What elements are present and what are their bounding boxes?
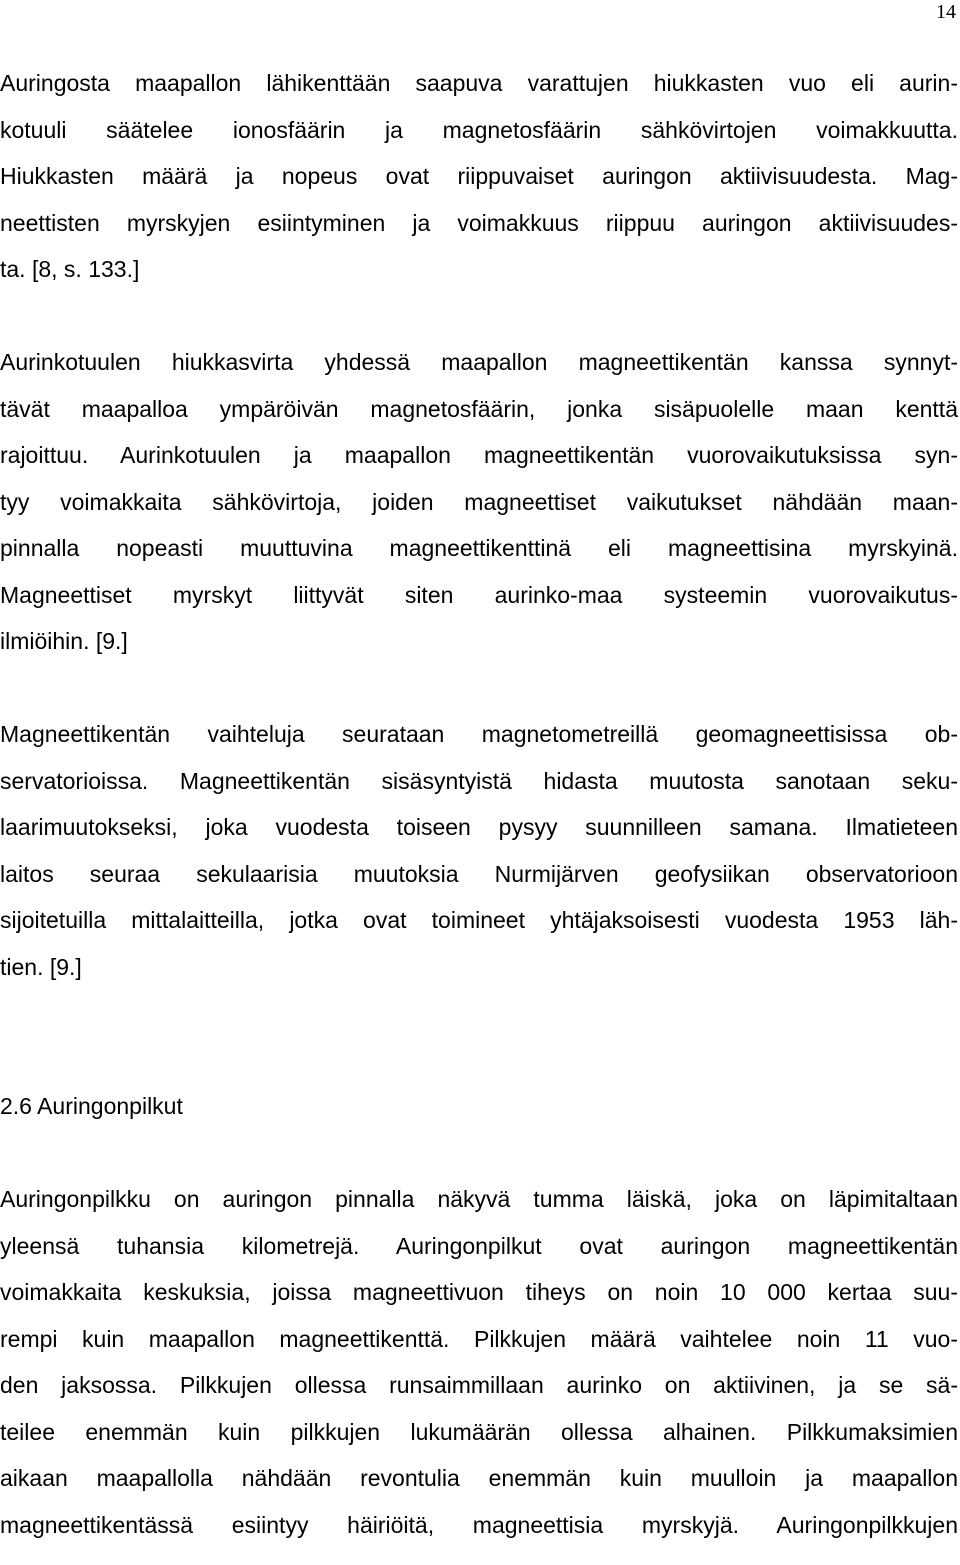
text-line: Auringosta maapallon lähikenttään saapuva varattujen hiukkasten vuo eli aurin- bbox=[0, 70, 958, 96]
text-line: neettisten myrskyjen esiintyminen ja voimakkuus riippuu auringon aktiivisuudes- bbox=[0, 209, 958, 236]
text-line: teilee enemmän kuin pilkkujen lukumäärän ollessa alhainen. Pilkkumaksimien bbox=[0, 1418, 958, 1445]
text-line: Aurinkotuulen hiukkasvirta yhdessä maapallon magneettikentän kanssa synnyt- bbox=[0, 349, 958, 375]
text-line: Magneettiset myrskyt liittyvät siten aurinko-maa systeemin vuorovaikutus- bbox=[0, 581, 958, 608]
text-line: aikaan maapallolla nähdään revontulia enemmän kuin muulloin ja maapallon bbox=[0, 1465, 958, 1491]
section-heading: 2.6 Auringonpilkut bbox=[0, 1093, 183, 1119]
text-line: pinnalla nopeasti muuttuvina magneettikenttinä eli magneettisina myrskyinä. bbox=[0, 535, 958, 561]
text-line: yleensä tuhansia kilometrejä. Auringonpilkut ovat auringon magneettikentän bbox=[0, 1232, 958, 1259]
paragraph-3 bbox=[0, 711, 958, 990]
page-number: 14 bbox=[936, 1, 956, 23]
text-line: ilmiöihin. [9.] bbox=[0, 628, 128, 654]
paragraph-2 bbox=[0, 339, 958, 665]
text-line: ta. [8, s. 133.] bbox=[0, 256, 140, 282]
paragraph-1 bbox=[0, 60, 958, 293]
text-line: sijoitetuilla mittalaitteilla, jotka ovat toimineet yhtäjaksoisesti vuodesta 1953 läh- bbox=[0, 907, 958, 933]
text-line: Auringonpilkku on auringon pinnalla näkyvä tumma läiskä, joka on läpimitaltaan bbox=[0, 1186, 958, 1212]
text-line: den jaksossa. Pilkkujen ollessa runsaimmillaan aurinko on aktiivinen, ja se sä- bbox=[0, 1372, 958, 1398]
text-line: servatorioissa. Magneettikentän sisäsyntyistä hidasta muutosta sanotaan seku- bbox=[0, 767, 958, 794]
text-line: laitos seuraa sekulaarisia muutoksia Nurmijärven geofysiikan observatorioon bbox=[0, 860, 958, 887]
text-line: kotuuli säätelee ionosfäärin ja magnetosfäärin sähkövirtojen voimakkuutta. bbox=[0, 116, 958, 143]
text-line: magneettikentässä esiintyy häiriöitä, magneettisia myrskyjä. Auringonpilkkujen bbox=[0, 1511, 958, 1538]
text-line: voimakkaita keskuksia, joissa magneettivuon tiheys on noin 10 000 kertaa suu- bbox=[0, 1279, 958, 1305]
text-line: Magneettikentän vaihteluja seurataan magnetometreillä geomagneettisissa ob- bbox=[0, 721, 958, 747]
section-paragraph bbox=[0, 1176, 958, 1548]
document-body bbox=[0, 60, 958, 1548]
text-line: rajoittuu. Aurinkotuulen ja maapallon magneettikentän vuorovaikutuksissa syn- bbox=[0, 442, 958, 468]
text-line: laarimuutokseksi, joka vuodesta toiseen pysyy suunnilleen samana. Ilmatieteen bbox=[0, 814, 958, 840]
text-line: tävät maapalloa ympäröivän magnetosfäärin, jonka sisäpuolelle maan kenttä bbox=[0, 395, 958, 422]
text-line: rempi kuin maapallon magneettikenttä. Pilkkujen määrä vaihtelee noin 11 vuo- bbox=[0, 1325, 958, 1352]
text-line: tyy voimakkaita sähkövirtoja, joiden magneettiset vaikutukset nähdään maan- bbox=[0, 488, 958, 515]
text-line: Hiukkasten määrä ja nopeus ovat riippuvaiset auringon aktiivisuudesta. Mag- bbox=[0, 163, 958, 189]
text-line: tien. [9.] bbox=[0, 953, 82, 980]
